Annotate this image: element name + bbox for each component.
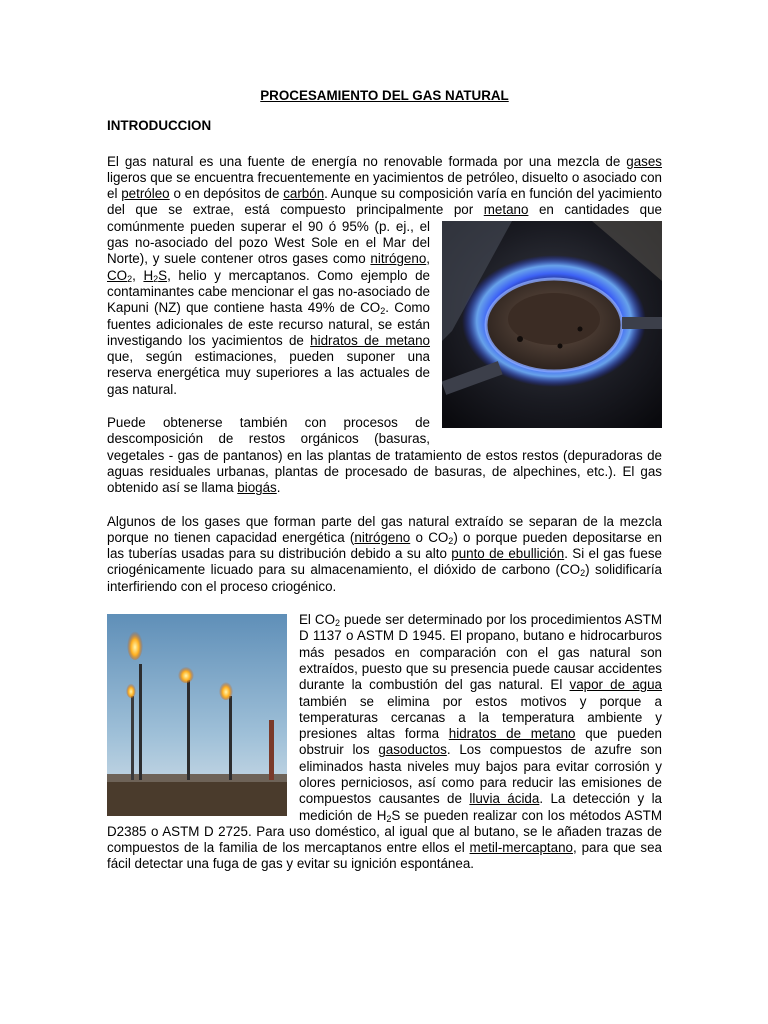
link-co2[interactable]: $CO_2$ [107,267,133,284]
gas-burner-photo [442,221,662,428]
link-gasoductos[interactable]: gasoductos [378,742,447,758]
paragraph-intro: El gas natural es una fuente de energía no renovable formada por una mezcla de gases ligeros que se encuentra frecuentemente en yacimientos de petróleo, disuelto o asociado con el petróleo o en depósitos de carbón. Aunque su composición varía en función del yacimiento del que se extrae, está compuesto principalmente por metano en cantidades que comúnmente pueden superar el 90 ó 95% (p. ej., el gas no-asociado del pozo West Sole en el Mar del Norte), y suele contener otros gases como nitrógeno, $CO_2$, $H_2S$, helio y mercaptanos. Como ejemplo de contaminantes cabe mencionar el gas no-asociado de Kapuni (NZ) que contiene hasta 49% de $CO_2$. Como fuentes adicionales de este recurso natural, se están investigando los yacimientos de hidratos de metano que, según estimaciones, pueden suponer una reserva energética muy superiores a las actuales de gas natural. [107,154,662,398]
gas-flare-stacks-photo [107,614,287,816]
link-biogas[interactable]: biogás [237,480,277,496]
link-carbon[interactable]: carbón [283,186,325,202]
link-lluvia-acida[interactable]: lluvia ácida [469,791,540,807]
link-hidratos-de-metano[interactable]: hidratos de metano [310,332,430,348]
link-nitrogeno[interactable]: nitrógeno [370,251,427,267]
paragraph-astm: El $CO_2$ puede ser determinado por los procedimientos ASTM D 1137 o ASTM D 1945. El propano, butano e hidrocarburos más pesados en comparación con el gas natural son extraídos, puesto que su presencia puede causar accidentes durante la combustión del gas natural. El vapor de agua también se elimina por estos motivos y porque a temperaturas cercanas a la temperatura ambiente y presiones altas forma hidratos de metano que pueden obstruir los gasoductos. Los compuestos de azufre son eliminados hasta niveles muy bajos para evitar corrosión y olores perniciosos, así como para reducir las emisiones de compuestos causantes de lluvia ácida. La detección y la medición de $H_2S$ se pueden realizar con los métodos ASTM D2385 o ASTM D 2725. Para uso doméstico, al igual que al butano, se le añaden trazas de compuestos de la familia de los mercaptanos entre ellos el metil-mercaptano, para que sea fácil detectar una fuga de gas y evitar su ignición espontánea. [107,612,663,872]
link-gases[interactable]: gases [626,153,662,169]
link-h2s[interactable]: $H_2S$ [143,267,168,284]
document-body [107,88,662,873]
section-heading: INTRODUCCION [107,118,212,134]
link-metano[interactable]: metano [483,202,529,218]
paragraph-separation: Algunos de los gases que forman parte del gas natural extraído se separan de la mezcla porque no tienen capacidad energética (nitrógeno o $CO_2$) o porque pueden depositarse en las tuberías usadas para su distribución debido a su alto punto de ebullición. Si el gas fuese criogénicamente licuado para su almacenamiento, el dióxido de carbono $(CO_2)$ solidificaría interfiriendo con el proceso criogénico. [107,513,662,594]
link-hidratos-de-metano-2[interactable]: hidratos de metano [448,726,576,742]
page-title: PROCESAMIENTO DEL GAS NATURAL [260,88,509,103]
link-nitrogeno-2[interactable]: nitrógeno [354,529,411,545]
link-petroleo[interactable]: petróleo [121,186,170,202]
link-metil-mercaptano[interactable]: metil-mercaptano [469,840,573,856]
paragraph-biogas: Puede obtenerse también con procesos de descomposición de restos orgánicos (basuras, vegetales - gas de pantanos) en las plantas de tratamiento de estos restos (depuradoras de aguas residuales urbanas, plantas de procesado de basuras, de alpechines, etc.). El gas obtenido así se llama biogás. [107,415,662,496]
link-punto-de-ebullicion[interactable]: punto de ebullición [451,546,565,562]
link-vapor-de-agua[interactable]: vapor de agua [569,677,663,693]
